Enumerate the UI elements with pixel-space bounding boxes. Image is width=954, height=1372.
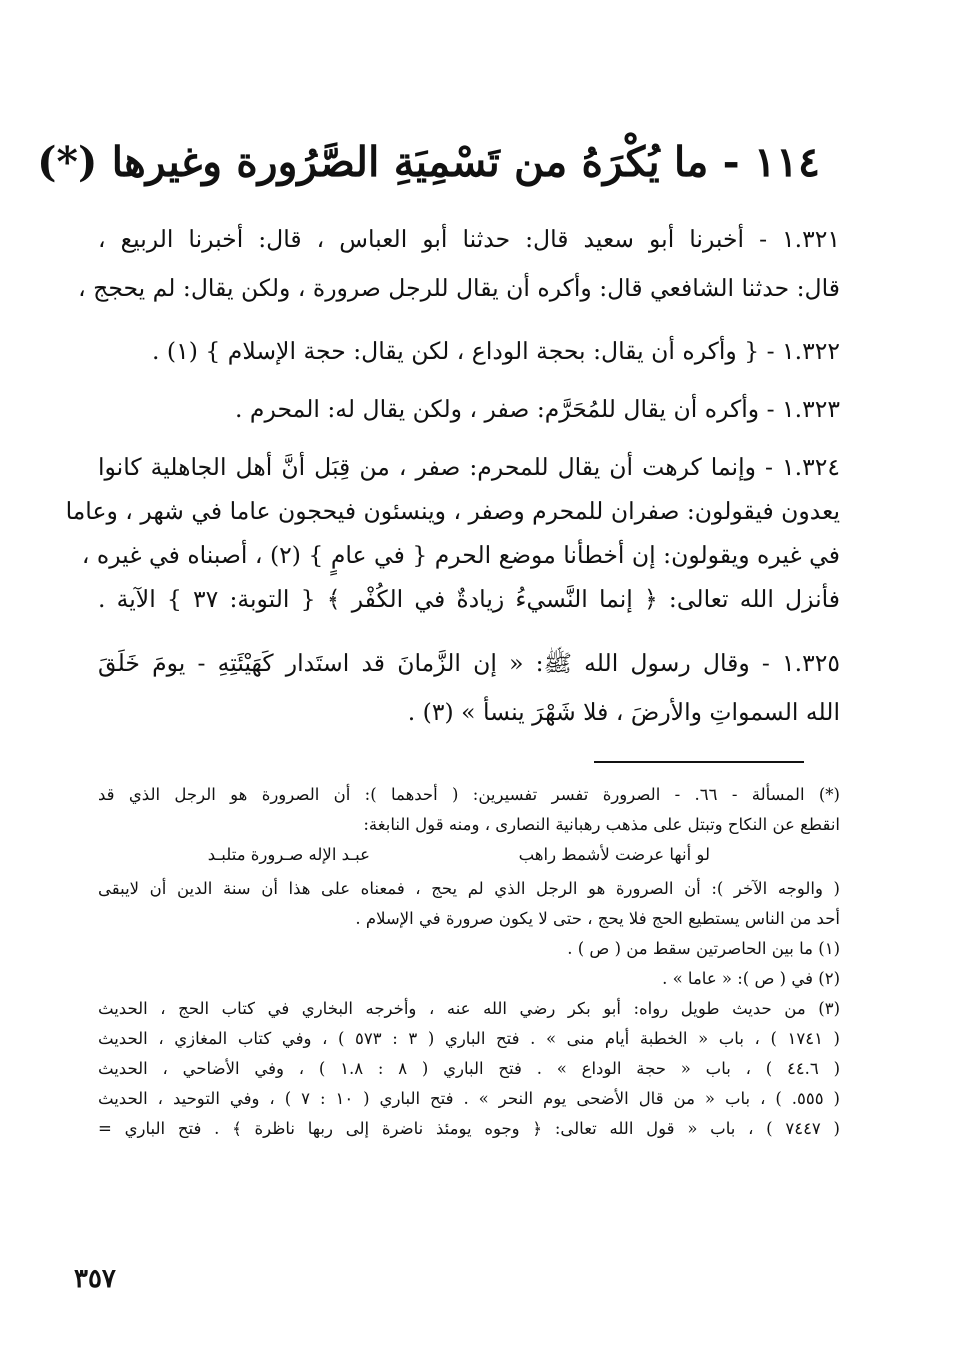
- text-line: ١.٣٢٥ - وقال رسول الله ﷺ: « إن الزَّمانَ قد استَدار كَهَيْئَتِهِ - يومَ خَلَقَ: [98, 649, 840, 677]
- paragraph-1325: [98, 648, 840, 746]
- paragraph-1324: [65, 452, 840, 628]
- footnote-3-line: ( ١٧٤١ ) ، باب « الخطبة أيام منى » . فتح الباري ( ٣ : ٥٧٣ ) ، وفي كتاب المغازي ، الحديث: [98, 1029, 840, 1048]
- text-line: في غيره ويقولون: إن أخطأنا موضع الحرم { في عامٍ } (٢) ، أصبناه في غيره ،: [81, 541, 840, 569]
- footnote-3-line: ( ٤٤.٦ ) ، باب « حجة الوداع » . فتح الباري ( ٨ : ١.٨ ) ، وفي الأضاحي ، الحديث: [98, 1059, 841, 1078]
- footnote-star-line: أحد من الناس يستطيع الحج فلا يحج ، حتى لا يكون صرورة في الإسلام .: [355, 909, 840, 928]
- paragraph-1322: [98, 336, 840, 366]
- footnote-2: (٢) في ( ص ): « عاما » .: [662, 969, 840, 988]
- footnote-star-line: ( والوجه الآخر ): أن الصرورة هو الرجل الذي لم يحج ، فمعناه على هذا أن سنة الدين أن لايبقى: [98, 879, 840, 898]
- footnote-1: (١) ما بين الحاصرتين سقط من ( ص ) .: [567, 939, 840, 958]
- footnote-3-line: ( ٧٤٤٧ ) ، باب « قول الله تعالى: ﴿ وجوه يومئذ ناضرة إلى ربها ناظرة ﴾ . فتح الباري =: [98, 1119, 840, 1138]
- verse-hemistich-2: عبـد الإله صـرورة متلبـد: [207, 845, 370, 864]
- footnote-3-line: ( ٥٥٥. ) ، باب « من قال الأضحى يوم النحر » . فتح الباري ( ١٠ : ٧ ) ، وفي التوحيد ، الحديث: [98, 1089, 840, 1108]
- paragraph-1323: [98, 394, 840, 424]
- footnotes: [98, 784, 840, 1148]
- text-line: الله السمواتِ والأرضَ ، فلا شَهْرَ ينسأ » (٣) .: [407, 698, 840, 726]
- footnote-star-line: (*) المسألة - ٦٦. - الصرورة تفسر تفسيرين: ( أحدهما ): أن الصرورة هو الرجل الذي قد: [98, 785, 840, 804]
- text-line: قال: حدثنا الشافعي قال: وأكره أن يقال للرجل صرورة ، ولكن يقال: لم يحجج ،: [78, 274, 840, 302]
- footnote-3-line: (٣) من حديث طويل رواه: أبو بكر رضي الله عنه ، وأخرجه البخاري في كتاب الحج ، الحديث: [98, 999, 840, 1018]
- paragraph-1321: [78, 224, 840, 322]
- footnote-star-line: انقطع عن النكاح وتبتل على مذهب رهبانية النصارى ، ومنه قول النابغة:: [363, 815, 840, 834]
- text-line: ١.٣٢٣ - وأكره أن يقال للمُحَرَّم: صفر ، ولكن يقال له: المحرم .: [234, 395, 840, 423]
- page-number: ٣٥٧: [74, 1264, 116, 1294]
- verse-hemistich-1: لو أنها عرضت لأشمط راهب: [518, 845, 710, 864]
- footnote-separator: [594, 761, 804, 763]
- text-line: ١.٣٢٢ - { وأكره أن يقال: بحجة الوداع ، لكن يقال: حجة الإسلام } (١) .: [151, 337, 840, 365]
- text-line: ١.٣٢٤ - وإنما كرهت أن يقال للمحرم: صفر ، من قِبَل أنَّ أهل الجاهلية كانوا: [98, 453, 840, 481]
- text-line: يعدون فيقولون: صفران للمحرم وصفر ، وينسئون فيحجون عاما في شهر ، وعاما: [65, 497, 840, 525]
- text-line: فأنزل الله تعالى: ﴿ إنما النَّسيءُ زيادةٌ في الكُفْر ﴾ { التوبة: ٣٧ } الآية .: [98, 585, 840, 613]
- text-line: ١.٣٢١ - أخبرنا أبو سعيد قال: حدثنا أبو العباس ، قال: أخبرنا الربيع ،: [98, 225, 840, 253]
- chapter-title: ١١٤ - ما يُكْرَهُ من تَسْمِيَةِ الصَّرُورة وغيرها (*): [37, 138, 820, 186]
- poetry-verse: [98, 844, 840, 870]
